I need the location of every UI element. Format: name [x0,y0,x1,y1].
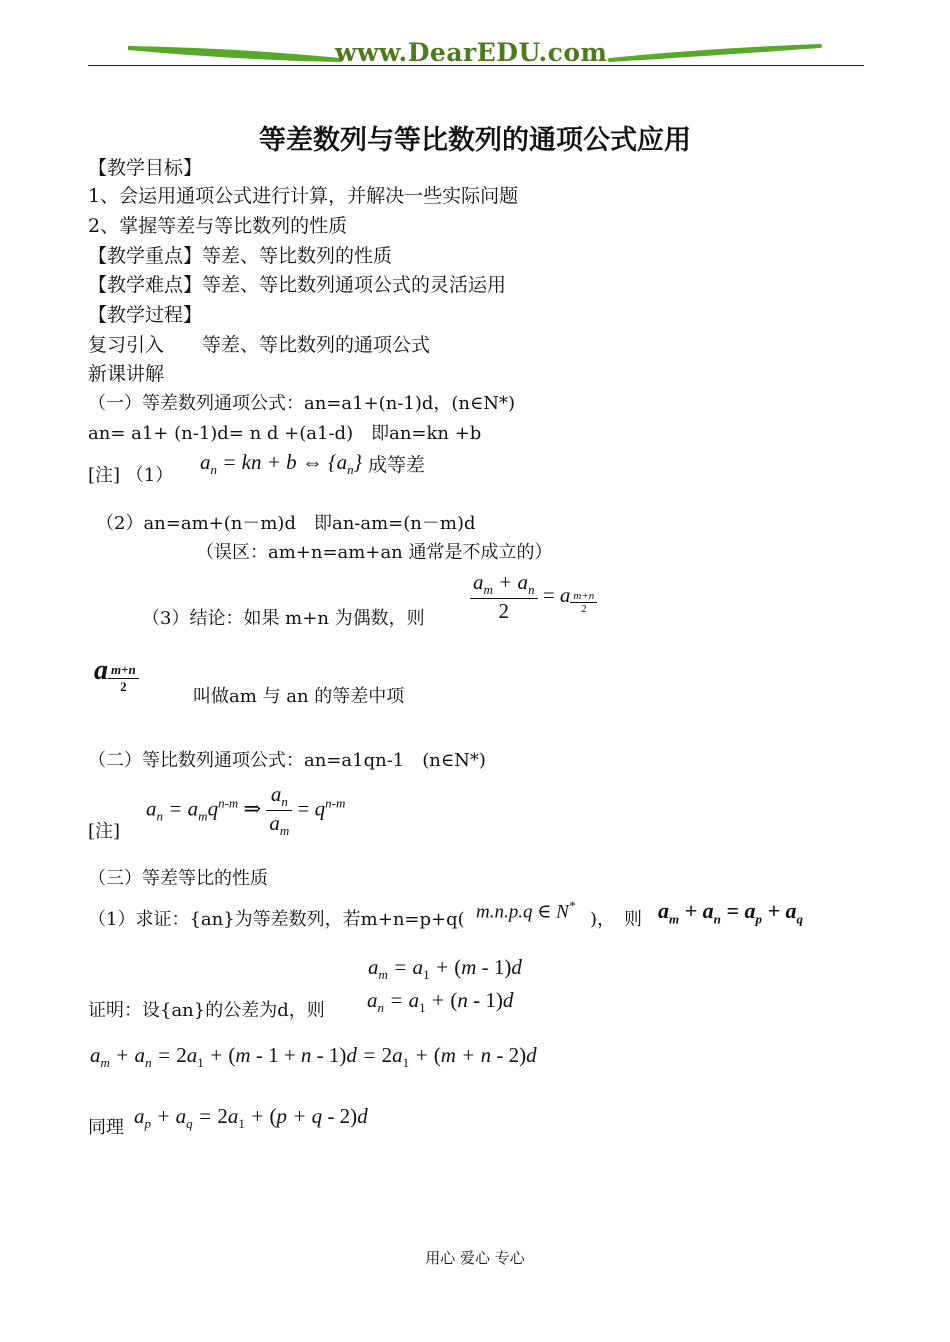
formula-am-an-ap-aq: $a_m + a_n = a_p + a_q$ [658,898,803,927]
new-lesson: 新课讲解 [88,363,165,385]
section-teaching-process: 【教学过程】 [88,304,203,326]
header-swoosh-left [128,40,343,66]
formula-mnpq: m.n.p.q ∈ N* [476,898,576,923]
key-point: 【教学重点】等差、等比数列的性质 [88,245,393,267]
note-2: （2）an=am+(n－m)d 即an-am=(n－m)d [96,513,476,534]
review-intro: 复习引入 等差、等比数列的通项公式 [88,334,431,356]
arith-formula-heading: （一）等差数列通项公式：an=a1+(n-1)d，(n∈N*) [88,393,516,414]
misconception: （误区：am+n=am+an 通常是不成立的） [196,542,553,563]
goal-item-2: 2、掌握等差与等比数列的性质 [88,215,348,237]
middle-term-symbol: a $\frac{m+n}{2}$ [94,655,139,695]
prove-then: )， 则 [590,909,643,930]
similarly-label: 同理 [88,1117,124,1138]
proof-intro: 证明：设{an}的公差为d，则 [88,1000,325,1021]
header-divider [88,65,864,66]
middle-term-desc: 叫做am 与 an 的等差中项 [193,686,405,707]
geo-formula-heading: （二）等比数列通项公式：an=a1qn-1 (n∈N*) [88,750,486,771]
arith-formula-expand: an= a1+ (n-1)d= n d +(a1-d) 即an=kn +b [88,423,482,444]
section-teaching-goals: 【教学目标】 [88,157,203,179]
formula-am-plus-an: $a_m + a_n = 2a_1 + (m - 1 + n - 1)d = 2a_1 + (m + n - 2)d$ [90,1043,537,1071]
formula-ap-plus-aq: $a_p + a_q = 2a_1 + (p + q - 2)d$ [134,1104,368,1132]
note-geo-label: [注] [88,821,121,842]
properties-heading: （三）等差等比的性质 [88,868,268,889]
formula-an: $a_n = a_1 + (n - 1)d$ [367,988,514,1016]
page-footer: 用心 爱心 专心 [425,1249,525,1267]
document-title: 等差数列与等比数列的通项公式应用 [259,125,691,156]
difficult-point: 【教学难点】等差、等比数列通项公式的灵活运用 [88,274,507,296]
prove-statement: （1）求证：{an}为等差数列，若m+n=p+q( [88,909,465,930]
note-3: （3）结论：如果 m+n 为偶数，则 [142,608,425,629]
formula-geo-ratio: $a_n = a_mq^{n-m}$ ⇒ $\frac{a_n}{a_m}$ = $q^{n-m}$ [146,782,346,839]
formula-an-kn-b: $a_n$ = kn + b ⇔ $\{a_n\}$ [200,450,362,478]
note-1-tail: 成等差 [368,454,426,476]
note-1-label: [注] （1） [88,465,174,486]
site-logo: www.DearEDU.com [335,38,608,67]
header-swoosh-right [608,38,823,64]
goal-item-1: 1、会运用通项公式进行计算，并解决一些实际问题 [88,185,519,207]
formula-middle-term: $\frac{a_m + a_n}{2}$ = a $\frac{m+n}{2}$ [470,570,597,624]
formula-am: $a_m = a_1 + (m - 1)d$ [368,955,522,983]
